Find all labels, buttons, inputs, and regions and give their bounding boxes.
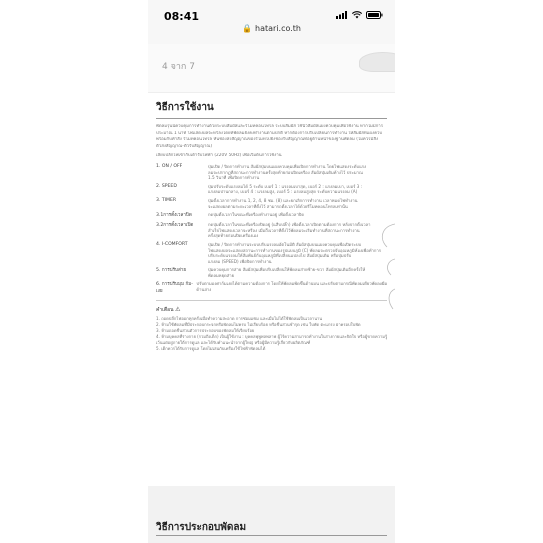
battery-icon xyxy=(366,11,383,19)
function-list xyxy=(156,164,387,296)
function-desc xyxy=(208,222,387,239)
url-text: hatari.co.th xyxy=(255,24,301,33)
power-note: เสียบปลั๊กไฟเข้ากับเต้ารับไฟฟ้า (220V 50Hz) เพื่อเริ่มต้นการใช้งาน xyxy=(156,153,282,159)
caution-item: 5. เด็กควรได้รับการดูแล โดยไม่เล่นกับเครื่องใช้ไฟฟ้าพัดลมได้ xyxy=(156,346,266,352)
desc-line: 1.5 วินาที เพื่อปิดการทำงาน xyxy=(208,175,260,181)
caution-title: คำเตือน xyxy=(156,307,174,314)
function-desc xyxy=(208,242,387,264)
desc-line: ปรับระดับแรงลมให้สัมพันธ์กับอุณหภูมิที่เปลี่ยนแปลงไป สัมผัสปุ่มเดิม หรือปุ่มปรับ xyxy=(208,253,352,259)
desc-line: ปุ่มปรับระดับแรงลมได้ 5 ระดับ เบอร์ 1 : แรงลมเบาสุด, เบอร์ 2 : แรงลมเบา, เบอร์ 3 : xyxy=(208,183,363,189)
desc-line: พัดลมหยุดส่าย xyxy=(208,272,235,278)
function-desc xyxy=(208,267,387,278)
page-indicator: 4 จาก 7 xyxy=(162,62,195,72)
function-desc xyxy=(208,164,387,181)
fan-side-illustration xyxy=(369,219,395,319)
intro-text xyxy=(156,124,387,160)
intro-line: ประมาณ 1 นาที ไฟแสดงผลจะหรี่ลงโดยที่พัดลมยังคงทำงานตามปกติ หากต้องการปรับเปลี่ยนการทำงาน ให้สัมผัสที่แผงควบ xyxy=(156,130,383,136)
function-label: 2. SPEED xyxy=(156,183,177,189)
desc-line: จะแสดงผลตามระยะเวลาที่ตั้งไว้ สามารถตั้งเวลาได้ด้วยรีโมทคอนโทรลเท่านั้น xyxy=(208,203,348,209)
caution-item: เว้นแต่อยู่ภายใต้การดูแล และได้รับคำแนะนำจากผู้ใหญ่ หรือผู้มีความรู้เกี่ยวกับผลิตภัณฑ์ xyxy=(156,340,311,346)
desc-line: ปรับตามองศาก้มเงยได้ตามความต้องการ โดยให้พัดลมพัดขึ้นด้านบน และปรับตามกรณีพัดลมเดียวพัดลงมือ xyxy=(196,281,387,287)
function-label: 3.1การตั้งเวลาปิด xyxy=(156,213,192,219)
caution-divider xyxy=(156,300,387,301)
intro-line: ตัวส่งสัญญาณ-ตัวรับสัญญาณ) xyxy=(156,143,213,149)
signal-icon xyxy=(336,11,348,19)
function-row xyxy=(156,222,387,239)
caution-item: 1. ถอดปลั๊กไฟออกทุกครั้งเมื่อทำความสะอาด การซ่อมแซม และเมื่อไม่ได้ใช้พัดลมเป็นเวลานาน xyxy=(156,316,323,322)
function-desc xyxy=(196,281,387,295)
desc-line: สำเร็จไฟแสดงเวลาจะหรี่ลง เมื่อถึงเวลาที่ตั้งไว้พัดลมจะเริ่มทำงานที่สถานะการทำงาน xyxy=(208,227,360,233)
title-divider xyxy=(156,118,387,119)
pdf-page xyxy=(148,44,395,543)
caution-item: 3. ห้ามถอดชิ้นส่วนตัวการประกอบของพัดลมให้เรียบร้อย xyxy=(156,328,255,334)
intro-line: พัดลมรุ่นนี้ควบคุมการทำงานด้วยระบบสัมผัสและรีโมทคอนโทรล ระบบสัมผัส ใช้นิ้วสัมผัสแผงควบคุมเพื่อใช้งาน หากไม่มีการ xyxy=(156,124,384,129)
function-label: 3.2การตั้งเวลาเปิด xyxy=(156,223,194,229)
url-bar[interactable] xyxy=(148,24,395,33)
desc-line: ปุ่มควบคุมการส่าย สัมผัสปุ่มเพื่อปรับเปลี่ยนให้พัดลมส่ายซ้าย-ขวา สัมผัสปุ่มเดิมอีกครั้งให้ xyxy=(208,267,366,273)
function-label: 4. I-COMFORT xyxy=(156,241,188,247)
function-row xyxy=(156,242,387,264)
instructions-content xyxy=(148,100,395,543)
section-title: วิธีการใช้งาน xyxy=(156,102,214,113)
desc-line: แรงลมปานกลาง, เบอร์ 4 : แรงลมสูง, เบอร์ 5 : แรงลมสูงสุด ระดับความแรงลม (A) xyxy=(208,189,358,195)
caution-item: 2. ห้ามใช้พัดลมที่มีประกอบกระจกหรือพัดลมไม่ครบ ไม่เรียบร้อย หรือชิ้นส่วนชำรุด เช่น ใบพัด ตะแกรง ฝาครอบใบพัด xyxy=(156,322,361,328)
lock-icon: 🔒 xyxy=(242,24,252,33)
function-row xyxy=(156,198,387,209)
caution-header xyxy=(156,306,387,314)
caution-list xyxy=(156,316,387,352)
desc-line: ปุ่มตั้งเวลาการทำงาน 1, 2, 4, 8 ชม. (8) และยกเลิกการทำงาน เวลาหมดไฟทำงาน xyxy=(208,197,358,203)
status-icons xyxy=(336,11,383,19)
warning-icon: ⚠ xyxy=(175,306,181,314)
function-label: 3. TIMER xyxy=(156,197,177,203)
intro-line: พร้อมกับคำสั่ง รีโมทคอนโทรล หันช่องส่งสัญญาณของรีโมทไปยังช่องรับสัญญาณที่อยู่ด้านหน้าของฐานพัดลม (ไม่ควรมีสิ่ง xyxy=(156,137,379,143)
status-time: 08:41 xyxy=(164,10,200,23)
function-label: 5. การปรับส่าย xyxy=(156,268,187,274)
function-row xyxy=(156,267,387,278)
next-title-divider xyxy=(156,535,387,536)
wifi-icon xyxy=(352,11,362,19)
previous-page-area xyxy=(148,44,395,93)
caution-item: 4. ห้ามบุคคลที่ร่างกาย (รวมถึงเด็ก) เป็นผู้ใช้งาน : บุคคลพุพูพลพลาพ ผู้ไร้ความสามารถทำงานในร่างกายและจิตใจ หรือผู้ขาดความรู้ xyxy=(156,334,387,340)
next-section-title: วิธีการประกอบพัดลม xyxy=(156,522,247,533)
function-row xyxy=(156,281,387,295)
desc-line: กดปุ่มตั้งเวลาในขณะที่เครื่องปิดอยู่ (แสีบปลั๊ก) เพื่อตั้งเวลาเปิดตามต้องการ หลังจากตั้งเวลา xyxy=(208,222,371,228)
desc-line: ด้านล่าง xyxy=(196,287,212,293)
desc-line: ปุ่มเปิด / ปิดการทำงาน สัมผัสปุ่มบนแผงควบคุมเพื่อเปิดการทำงาน โดยไฟแสดงระดับแรง xyxy=(208,163,367,169)
desc-line: กดปุ่มตั้งเวลาในขณะที่เครื่องทำงานอยู่ เพื่อตั้งเวลาปิด xyxy=(208,212,305,218)
desc-line: ลมจะปรากฏที่สถานะการทำงานครั้งสุดท้ายก่อนปิดเครื่อง สัมผัสปุ่มเดิมค้างไว้ ประมาณ xyxy=(208,169,363,175)
desc-line: ไฟแสดงผลจะแสดงสถานะการทำงานของรูปแบบภูมิ (C) พัดลมจะตรวจจับอุณหภูมิห้องเพื่อทำการ xyxy=(208,247,381,253)
function-desc xyxy=(208,198,387,209)
desc-line: แรงลม (SPEED) เพื่อปิดการทำงาน xyxy=(208,258,272,264)
function-label: 1. ON / OFF xyxy=(156,163,183,169)
function-desc xyxy=(208,212,387,219)
desc-line: ครั้งสุดท้ายก่อนปิดเครื่องเอง xyxy=(208,233,259,239)
fan-illustration xyxy=(359,52,395,72)
function-row xyxy=(156,184,387,195)
phone-screen xyxy=(148,0,395,543)
function-row xyxy=(156,212,387,219)
function-row xyxy=(156,164,387,181)
status-bar xyxy=(148,0,395,32)
function-label: 6. การปรับมุม ก้ม-เงย xyxy=(156,282,193,295)
function-desc xyxy=(208,184,387,195)
desc-line: ปุ่มเปิด / ปิดการทำงานระบบปรับแรงลมอัตโนมัติ สัมผัสปุ่มบนแผงควบคุมเพื่อเปิดระบบ xyxy=(208,241,362,247)
